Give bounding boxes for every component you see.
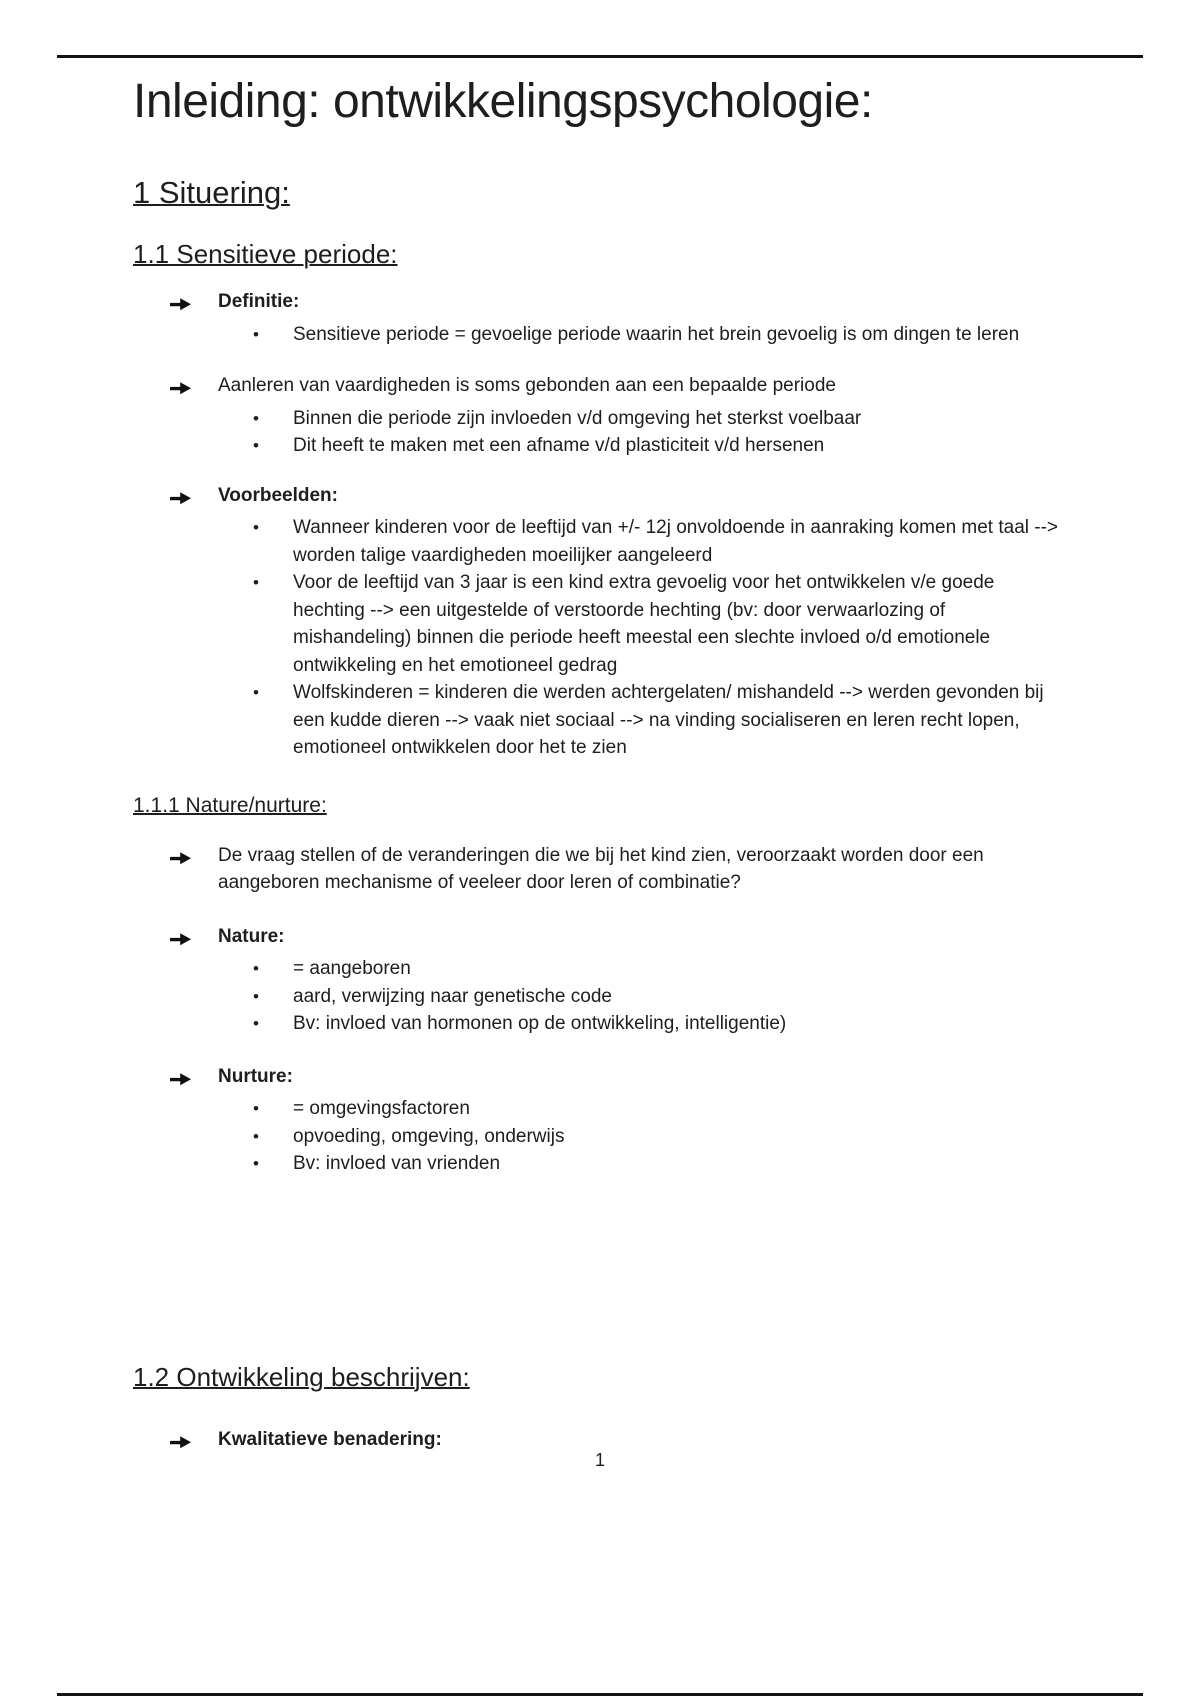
list-item [133,514,1065,569]
list-item-text: Wanneer kinderen voor de leeftijd van +/- 12j onvoldoende in aanraking komen met taal --> worden talige vaardigheden moeilijker aangeleerd [293,517,1059,566]
bottom-border-rule [57,1693,1143,1696]
list-item [133,679,1065,762]
arrow-bullet-icon [170,372,218,405]
bullet-dot-icon: • [253,959,259,978]
block-aanleren [133,372,1065,460]
bullet-list [133,405,1065,460]
bullet-dot-icon: • [253,436,259,455]
arrow-item-text: De vraag stellen of de veranderingen die we bij het kind zien, veroorzaakt worden door een aangeboren mechanisme of veeleer door leren of combinatie? [218,844,984,893]
bullet-dot-icon: • [253,683,259,702]
list-item-text: = omgevingsfactoren [293,1098,470,1119]
bullet-dot-icon: • [253,324,259,344]
list-item-text: Wolfskinderen = kinderen die werden achtergelaten/ mishandeld --> werden gevonden bij een kudde dieren --> vaak niet sociaal --> na vinding socialiseren en leren recht lopen, emotioneel ontwikkelen door het te zien [293,682,1044,758]
heading-sensitieve-periode: 1.1 Sensitieve periode: [133,239,398,269]
list-item-text: Voor de leeftijd van 3 jaar is een kind extra gevoelig voor het ontwikkelen v/e goede hechting --> een uitgestelde of verstoorde hechting (bv: door verwaarlozing of mishandeling) binnen die periode heeft meestal een slechte invloed o/d emotionele ontwikkeling en het emotioneel gedrag [293,572,995,676]
arrow-item-label: Definitie: [218,291,300,312]
list-item-text: = aangeboren [293,958,411,979]
list-item [133,1095,1065,1123]
list-item [133,405,1065,433]
page-number: 1 [594,1450,605,1470]
bullet-dot-icon: • [253,1154,259,1173]
bullet-list [133,955,1065,1038]
arrow-item [133,1063,1065,1096]
block-nurture [133,1063,1065,1178]
page-content [133,58,1065,1458]
list-item-text: opvoeding, omgeving, onderwijs [293,1125,565,1147]
arrow-item [133,288,1065,321]
list-item [133,1123,1065,1151]
list-item [133,1150,1065,1178]
list-item [133,955,1065,983]
document-title: Inleiding: ontwikkelingspsychologie: [133,75,873,128]
list-item [133,569,1065,679]
arrow-bullet-icon [170,1063,218,1096]
arrow-item [133,923,1065,956]
list-item-text: Binnen die periode zijn invloeden v/d omgeving het sterkst voelbaar [293,407,862,429]
arrow-bullet-icon [170,482,218,515]
block-voorbeelden [133,482,1065,762]
block-nature [133,923,1065,1038]
arrow-item [133,842,1065,897]
bullet-list [133,321,1065,349]
list-item-text: Bv: invloed van vrienden [293,1153,501,1174]
list-item-text: Dit heeft te maken met een afname v/d plasticiteit v/d hersenen [293,435,825,456]
arrow-item-text: Aanleren van vaardigheden is soms gebonden aan een bepaalde periode [218,375,836,396]
bullet-dot-icon: • [253,1014,259,1033]
bullet-dot-icon: • [253,408,259,428]
list-item [133,321,1065,349]
bullet-dot-icon: • [253,986,259,1006]
arrow-item-label: Kwalitatieve benadering: [218,1428,442,1450]
heading-nature-nurture: 1.1.1 Nature/nurture: [133,793,327,817]
arrow-bullet-icon [170,842,218,875]
heading-situering: 1 Situering: [133,175,290,210]
list-item-text: Bv: invloed van hormonen op de ontwikkeling, intelligentie) [293,1013,787,1034]
bullet-dot-icon: • [253,1099,259,1118]
arrow-item-label: Nature: [218,925,285,947]
list-item [133,1010,1065,1038]
block-definitie [133,288,1065,348]
arrow-item-label: Nurture: [218,1065,293,1087]
list-item-text: Sensitieve periode = gevoelige periode waarin het brein gevoelig is om dingen te leren [293,323,1020,345]
arrow-bullet-icon [170,288,218,321]
list-item [133,983,1065,1011]
arrow-item [133,482,1065,515]
arrow-bullet-icon [170,923,218,956]
block-vraag [133,842,1065,897]
arrow-item [133,372,1065,405]
bullet-dot-icon: • [253,518,259,537]
bullet-dot-icon: • [253,573,259,592]
list-item-text: aard, verwijzing naar genetische code [293,985,612,1007]
bullet-list [133,514,1065,762]
bullet-dot-icon: • [253,1126,259,1146]
list-item [133,432,1065,460]
heading-ontwikkeling-beschrijven: 1.2 Ontwikkeling beschrijven: [133,1361,470,1392]
arrow-item-label: Voorbeelden: [218,484,338,506]
bullet-list [133,1095,1065,1178]
